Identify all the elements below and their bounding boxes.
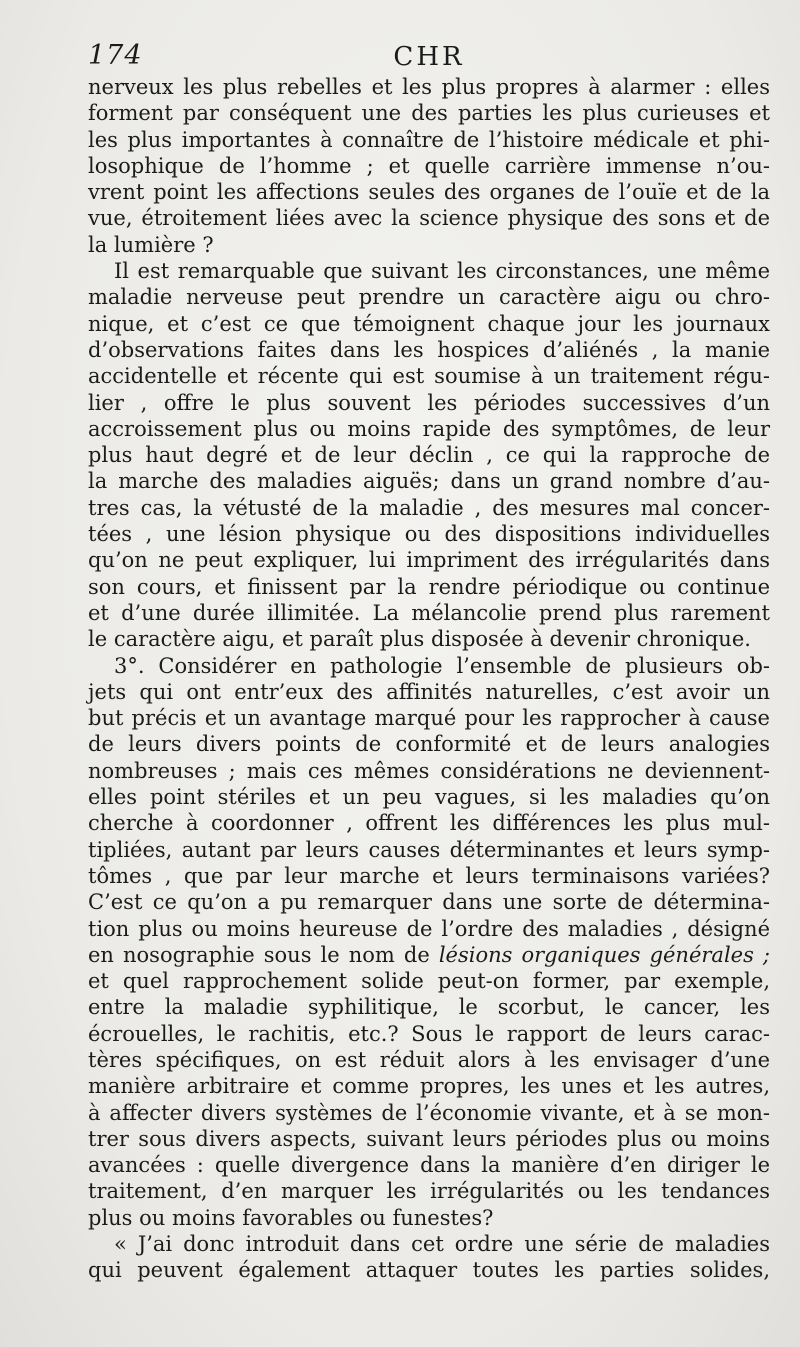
text-line-content: et quel rapprochement solide peut-on former, par exemple, — [88, 969, 770, 994]
text-line-content: entre la maladie syphilitique, le scorbut, le cancer, les — [88, 995, 770, 1020]
text-line — [88, 1178, 770, 1204]
text-line — [88, 1205, 770, 1231]
text-line — [88, 916, 770, 942]
text-line — [88, 74, 770, 100]
text-line — [88, 731, 770, 757]
text-line-content: manière arbitraire et comme propres, les unes et les autres, — [88, 1074, 770, 1099]
text-line — [88, 574, 770, 600]
text-line-content: qu’on ne peut expliquer, lui impriment des irrégularités dans — [88, 548, 770, 573]
text-line-content: vue, étroitement liées avec la science physique des sons et de — [88, 206, 770, 231]
text-line — [88, 547, 770, 573]
text-line — [88, 889, 770, 915]
text-line — [88, 390, 770, 416]
text-line-content: forment par conséquent une des parties les plus curieuses et — [88, 101, 770, 126]
text-line — [88, 784, 770, 810]
text-line-content: plus ou moins favorables ou funestes? — [88, 1205, 494, 1230]
text-line-content: à affecter divers systèmes de l’économie vivante, et à se mon- — [88, 1100, 770, 1125]
text-line — [88, 179, 770, 205]
text-line — [88, 863, 770, 889]
text-line-content: tées , une lésion physique ou des dispositions individuelles — [88, 522, 770, 547]
text-line — [88, 810, 770, 836]
text-line-content: tères spécifiques, on est réduit alors à les envisager d’une — [88, 1047, 770, 1072]
text-line-content: en nosographie sous le nom de — [88, 942, 439, 967]
body-text — [88, 74, 770, 1284]
text-line — [88, 311, 770, 337]
text-line — [88, 653, 770, 679]
text-line — [88, 205, 770, 231]
text-line — [88, 258, 770, 284]
text-line-content: « J’ai donc introduit dans cet ordre une série de maladies — [114, 1232, 770, 1257]
text-line — [88, 1126, 770, 1152]
text-line-content: écrouelles, le rachitis, etc.? Sous le rapport de leurs carac- — [88, 1021, 770, 1046]
text-line-content: tipliées, autant par leurs causes déterminantes et leurs symp- — [88, 837, 770, 862]
text-line — [88, 100, 770, 126]
text-line-content: accidentelle et récente qui est soumise à un traitement régu- — [88, 364, 770, 389]
text-line-content: Il est remarquable que suivant les circonstances, une même — [114, 259, 770, 284]
text-line-content: plus haut degré et de leur déclin , ce qui la rapproche de — [88, 443, 770, 468]
text-line-content: trer sous divers aspects, suivant leurs périodes plus ou moins — [88, 1126, 770, 1151]
text-line — [88, 758, 770, 784]
text-line — [88, 363, 770, 389]
text-line — [88, 337, 770, 363]
text-line — [88, 1152, 770, 1178]
text-line-content: nerveux les plus rebelles et les plus propres à alarmer : elles — [88, 75, 770, 99]
text-line — [88, 1073, 770, 1099]
text-line — [88, 468, 770, 494]
text-line — [88, 942, 770, 968]
text-line — [88, 1021, 770, 1047]
text-line-content: tion plus ou moins heureuse de l’ordre des maladies , désigné — [88, 916, 770, 941]
text-line-content: cherche à coordonner , offrent les différences les plus mul- — [88, 811, 770, 836]
text-line-content: jets qui ont entr’eux des affinités naturelles, c’est avoir un — [88, 679, 770, 704]
text-line — [88, 837, 770, 863]
text-line-content: elles point stériles et un peu vagues, si les maladies qu’on — [88, 785, 770, 810]
text-line-content: C’est ce qu’on a pu remarquer dans une sorte de détermina- — [88, 890, 770, 915]
page-header — [88, 38, 770, 78]
text-line-content: le caractère aigu, et paraît plus disposée à devenir chronique. — [88, 627, 751, 652]
text-line-content: 3°. Considérer en pathologie l’ensemble de plusieurs ob- — [114, 653, 770, 678]
text-line-content: de leurs divers points de conformité et de leurs analogies — [88, 732, 770, 757]
text-line-content: maladie nerveuse peut prendre un caractère aigu ou chro- — [88, 285, 770, 310]
text-line-content: nique, et c’est ce que témoignent chaque jour les journaux — [88, 311, 770, 336]
page-number: 174 — [88, 40, 143, 71]
text-line — [88, 1231, 770, 1257]
text-line-content: les plus importantes à connaître de l’histoire médicale et phi- — [88, 127, 770, 152]
text-line — [88, 284, 770, 310]
text-line — [88, 1257, 770, 1283]
text-line — [88, 1100, 770, 1126]
text-line-content: la lumière ? — [88, 232, 214, 257]
text-line-content: tres cas, la vétusté de la maladie , des mesures mal concer- — [88, 495, 770, 520]
text-line-content: la marche des maladies aiguës; dans un grand nombre d’au- — [88, 469, 770, 494]
text-line — [88, 968, 770, 994]
text-line — [88, 232, 770, 258]
text-line — [88, 626, 770, 652]
text-line-content: son cours, et finissent par la rendre périodique ou continue — [88, 574, 770, 599]
text-line — [88, 442, 770, 468]
text-line — [88, 521, 770, 547]
text-line-content: d’observations faites dans les hospices d’aliénés , la manie — [88, 337, 770, 362]
text-line-content: traitement, d’en marquer les irrégularités ou les tendances — [88, 1179, 770, 1204]
text-line — [88, 495, 770, 521]
emphasized-term: lésions organiques générales ; — [438, 942, 770, 967]
text-line-content: but précis et un avantage marqué pour les rapprocher à cause — [88, 706, 770, 731]
running-head: CHR — [393, 42, 465, 72]
text-line-content: lier , offre le plus souvent les périodes successives d’un — [88, 390, 770, 415]
text-line — [88, 416, 770, 442]
text-line — [88, 1047, 770, 1073]
text-line-content: accroissement plus ou moins rapide des symptômes, de leur — [88, 416, 770, 441]
text-line-content: qui peuvent également attaquer toutes les parties solides, — [88, 1258, 770, 1283]
text-line — [88, 153, 770, 179]
text-line-content: nombreuses ; mais ces mêmes considérations ne deviennent- — [88, 758, 770, 783]
text-line — [88, 679, 770, 705]
text-line-content: avancées : quelle divergence dans la manière d’en diriger le — [88, 1153, 770, 1178]
text-line-content: vrent point les affections seules des organes de l’ouïe et de la — [88, 180, 770, 205]
text-line-content: et d’une durée illimitée. La mélancolie prend plus rarement — [88, 600, 770, 625]
text-line — [88, 127, 770, 153]
text-line — [88, 994, 770, 1020]
text-line-content: tômes , que par leur marche et leurs terminaisons variées? — [88, 863, 770, 888]
text-line — [88, 600, 770, 626]
text-line-content: losophique de l’homme ; et quelle carrière immense n’ou- — [88, 153, 770, 178]
text-line — [88, 705, 770, 731]
